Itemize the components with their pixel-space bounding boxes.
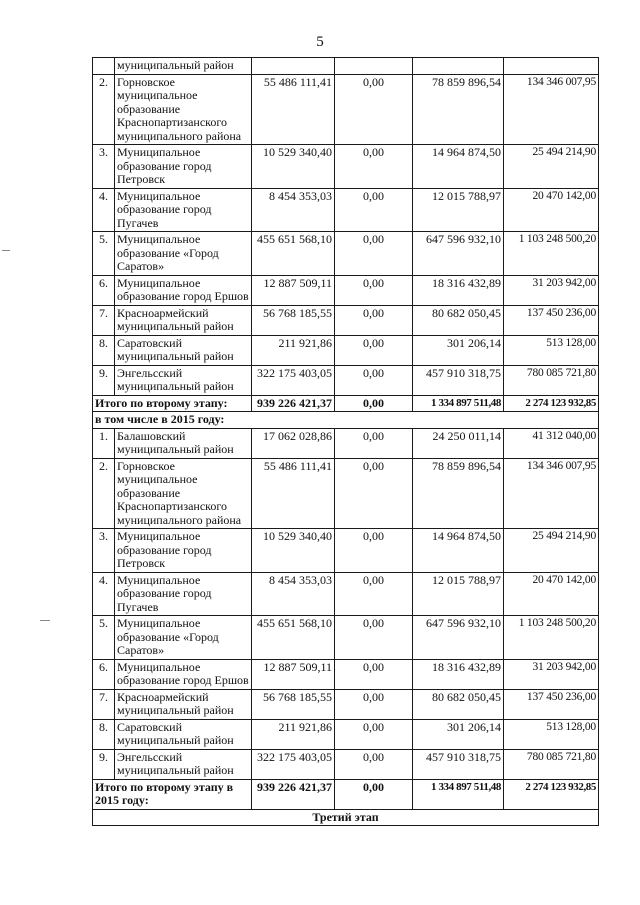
total-label: Итого по второму этапу в 2015 году: bbox=[93, 779, 252, 809]
row-number: 4. bbox=[93, 188, 115, 232]
row-value-1: 17 062 028,86 bbox=[252, 428, 335, 458]
row-value-4: 31 203 942,00 bbox=[504, 659, 599, 689]
section-row bbox=[93, 412, 599, 429]
row-value-3: 647 596 932,10 bbox=[413, 232, 504, 276]
row-value-1: 455 651 568,10 bbox=[252, 616, 335, 660]
row-value-4: 137 450 236,00 bbox=[504, 305, 599, 335]
total-row bbox=[93, 395, 599, 412]
table-row bbox=[93, 749, 599, 779]
stage2-rows bbox=[93, 74, 599, 395]
total-value-4: 2 274 123 932,85 bbox=[504, 779, 599, 809]
total-value-4: 2 274 123 932,85 bbox=[504, 395, 599, 412]
stage-row bbox=[93, 809, 599, 826]
row-name: Горновское муниципальное образование Краснопартизанского муниципального района bbox=[115, 458, 252, 529]
row-name: Муниципальное образование «Город Саратов» bbox=[115, 232, 252, 276]
row-number: 1. bbox=[93, 428, 115, 458]
table-row bbox=[93, 74, 599, 145]
row-value-4: 20 470 142,00 bbox=[504, 188, 599, 232]
row-number: 9. bbox=[93, 365, 115, 395]
row-name: Горновское муниципальное образование Краснопартизанского муниципального района bbox=[115, 74, 252, 145]
row-value-3: 18 316 432,89 bbox=[413, 659, 504, 689]
row-value-1: 10 529 340,40 bbox=[252, 145, 335, 189]
row-value-2: 0,00 bbox=[335, 749, 413, 779]
row-number: 8. bbox=[93, 335, 115, 365]
row-value-2: 0,00 bbox=[335, 458, 413, 529]
row-name: Саратовский муниципальный район bbox=[115, 335, 252, 365]
row-value-4: 41 312 040,00 bbox=[504, 428, 599, 458]
row-value-2: 0,00 bbox=[335, 232, 413, 276]
row-value-4: 1 103 248 500,20 bbox=[504, 232, 599, 276]
row-value-2: 0,00 bbox=[335, 305, 413, 335]
total-value-2: 0,00 bbox=[335, 395, 413, 412]
row-value-4: 513 128,00 bbox=[504, 719, 599, 749]
stage-label: Третий этап bbox=[93, 809, 599, 826]
row-name: Муниципальное образование «Город Саратов» bbox=[115, 616, 252, 660]
row-value-3: 78 859 896,54 bbox=[413, 458, 504, 529]
row-value-1: 322 175 403,05 bbox=[252, 365, 335, 395]
row-number: 7. bbox=[93, 305, 115, 335]
row-value-3: 24 250 011,14 bbox=[413, 428, 504, 458]
row-value-3: 12 015 788,97 bbox=[413, 572, 504, 616]
budget-table bbox=[92, 57, 599, 826]
row-value-4: 1 103 248 500,20 bbox=[504, 616, 599, 660]
row-value-1: 56 768 185,55 bbox=[252, 689, 335, 719]
total-stage2 bbox=[93, 395, 599, 428]
table-row bbox=[93, 572, 599, 616]
row-number: 2. bbox=[93, 458, 115, 529]
row-number: 4. bbox=[93, 572, 115, 616]
row-value-3: 80 682 050,45 bbox=[413, 689, 504, 719]
row-number: 3. bbox=[93, 529, 115, 573]
table-row bbox=[93, 458, 599, 529]
row-value-3: 301 206,14 bbox=[413, 335, 504, 365]
row-value-2: 0,00 bbox=[335, 275, 413, 305]
scan-mark bbox=[2, 250, 10, 251]
row-name: муниципальный район bbox=[115, 58, 252, 75]
row-value-2: 0,00 bbox=[335, 719, 413, 749]
row-name: Муниципальное образование город Пугачев bbox=[115, 572, 252, 616]
row-value-2: 0,00 bbox=[335, 689, 413, 719]
row-value-2: 0,00 bbox=[335, 74, 413, 145]
stage2-2015-rows bbox=[93, 428, 599, 779]
row-value-4: 134 346 007,95 bbox=[504, 458, 599, 529]
row-number: 5. bbox=[93, 232, 115, 276]
row-name: Муниципальное образование город Петровск bbox=[115, 145, 252, 189]
row-value-1: 455 651 568,10 bbox=[252, 232, 335, 276]
row-number: 6. bbox=[93, 275, 115, 305]
row-number: 2. bbox=[93, 74, 115, 145]
row-value-3: 12 015 788,97 bbox=[413, 188, 504, 232]
row-value-1: 55 486 111,41 bbox=[252, 74, 335, 145]
row-value-4: 780 085 721,80 bbox=[504, 365, 599, 395]
row-number: 5. bbox=[93, 616, 115, 660]
row-name: Энгельсский муниципальный район bbox=[115, 749, 252, 779]
row-value-3: 301 206,14 bbox=[413, 719, 504, 749]
table-row bbox=[93, 232, 599, 276]
row-value-4: 137 450 236,00 bbox=[504, 689, 599, 719]
row-value-4: 25 494 214,90 bbox=[504, 145, 599, 189]
row-value-4: 134 346 007,95 bbox=[504, 74, 599, 145]
table-row bbox=[93, 58, 599, 75]
row-name: Муниципальное образование город Петровск bbox=[115, 529, 252, 573]
row-value-4: 25 494 214,90 bbox=[504, 529, 599, 573]
row-value-2: 0,00 bbox=[335, 659, 413, 689]
total-stage2-2015 bbox=[93, 779, 599, 826]
row-value-3: 457 910 318,75 bbox=[413, 365, 504, 395]
table-row bbox=[93, 659, 599, 689]
row-value-1: 8 454 353,03 bbox=[252, 188, 335, 232]
table-row bbox=[93, 719, 599, 749]
total-value-3: 1 334 897 511,48 bbox=[413, 395, 504, 412]
total-value-1: 939 226 421,37 bbox=[252, 779, 335, 809]
row-value-2: 0,00 bbox=[335, 572, 413, 616]
row-value-4: 31 203 942,00 bbox=[504, 275, 599, 305]
total-value-2: 0,00 bbox=[335, 779, 413, 809]
row-name: Муниципальное образование город Пугачев bbox=[115, 188, 252, 232]
row-value-1: 8 454 353,03 bbox=[252, 572, 335, 616]
row-value-4: 780 085 721,80 bbox=[504, 749, 599, 779]
total-label: Итого по второму этапу: bbox=[93, 395, 252, 412]
row-name: Энгельсский муниципальный район bbox=[115, 365, 252, 395]
row-value-3: 14 964 874,50 bbox=[413, 145, 504, 189]
row-value-1: 10 529 340,40 bbox=[252, 529, 335, 573]
row-name: Саратовский муниципальный район bbox=[115, 719, 252, 749]
row-value-4: 513 128,00 bbox=[504, 335, 599, 365]
row-number: 8. bbox=[93, 719, 115, 749]
row-name: Балашовский муниципальный район bbox=[115, 428, 252, 458]
table-row bbox=[93, 616, 599, 660]
total-row bbox=[93, 779, 599, 809]
row-value-2: 0,00 bbox=[335, 188, 413, 232]
row-value-1: 322 175 403,05 bbox=[252, 749, 335, 779]
table-row bbox=[93, 305, 599, 335]
row-name: Муниципальное образование город Ершов bbox=[115, 659, 252, 689]
scan-mark bbox=[40, 620, 50, 621]
row-value-3: 80 682 050,45 bbox=[413, 305, 504, 335]
row-name: Красноармейский муниципальный район bbox=[115, 689, 252, 719]
row-value-1: 12 887 509,11 bbox=[252, 275, 335, 305]
row-number: 9. bbox=[93, 749, 115, 779]
row-name: Красноармейский муниципальный район bbox=[115, 305, 252, 335]
row-value-3: 78 859 896,54 bbox=[413, 74, 504, 145]
row-name: Муниципальное образование город Ершов bbox=[115, 275, 252, 305]
row-value-3: 457 910 318,75 bbox=[413, 749, 504, 779]
row-value-1: 56 768 185,55 bbox=[252, 305, 335, 335]
row-value-2: 0,00 bbox=[335, 529, 413, 573]
row-number: 6. bbox=[93, 659, 115, 689]
table-row bbox=[93, 529, 599, 573]
row-value-1: 55 486 111,41 bbox=[252, 458, 335, 529]
table-row bbox=[93, 188, 599, 232]
row-value-1: 211 921,86 bbox=[252, 335, 335, 365]
page-number: 5 bbox=[316, 34, 324, 50]
table-row bbox=[93, 335, 599, 365]
row-value-3: 18 316 432,89 bbox=[413, 275, 504, 305]
row-value-2: 0,00 bbox=[335, 428, 413, 458]
row-value-2: 0,00 bbox=[335, 616, 413, 660]
row-value-1: 211 921,86 bbox=[252, 719, 335, 749]
row-value-2: 0,00 bbox=[335, 145, 413, 189]
row-value-3: 647 596 932,10 bbox=[413, 616, 504, 660]
row-number: 7. bbox=[93, 689, 115, 719]
row-value-4: 20 470 142,00 bbox=[504, 572, 599, 616]
row-value-2: 0,00 bbox=[335, 335, 413, 365]
row-value-1: 12 887 509,11 bbox=[252, 659, 335, 689]
table-row bbox=[93, 428, 599, 458]
row-number: 3. bbox=[93, 145, 115, 189]
row-number bbox=[93, 58, 115, 75]
table-row bbox=[93, 145, 599, 189]
section-label: в том числе в 2015 году: bbox=[93, 412, 599, 429]
total-value-3: 1 334 897 511,48 bbox=[413, 779, 504, 809]
row-value-2: 0,00 bbox=[335, 365, 413, 395]
row-value-3: 14 964 874,50 bbox=[413, 529, 504, 573]
table-body-top bbox=[93, 58, 599, 75]
total-value-1: 939 226 421,37 bbox=[252, 395, 335, 412]
table-row bbox=[93, 275, 599, 305]
table-row bbox=[93, 365, 599, 395]
table-row bbox=[93, 689, 599, 719]
